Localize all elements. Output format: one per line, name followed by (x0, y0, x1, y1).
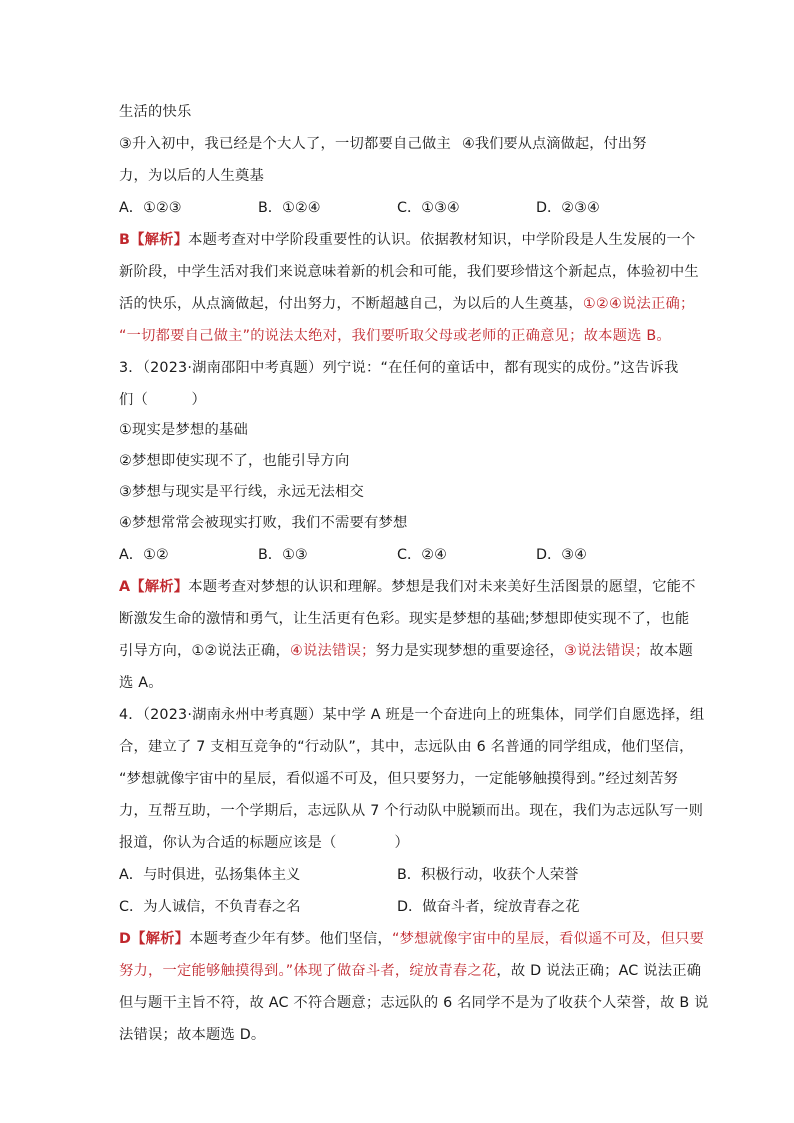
analysis-highlight: ③说法错误； (564, 643, 650, 659)
q4-stem: 4．（2023·湖南永州中考真题）某中学 A 班是一个奋进向上的班集体，同学们自愿选择，组 (119, 707, 705, 723)
q3-option-d: D．③④ (536, 547, 587, 563)
analysis-text: 活的快乐，从点滴做起，付出努力，不断超越自己，为以后的人生奠基， (119, 296, 583, 312)
q3-analysis-line: 选 A。 (119, 675, 163, 691)
q2-option-d: D．②③④ (536, 200, 600, 216)
q3-statement-3: ③梦想与现实是平行线，永远无法相交 (119, 484, 364, 500)
analysis-highlight: ④说法错误； (290, 643, 376, 659)
q3-analysis-line: 断激发生命的激情和勇气，让生活更有色彩。现实是梦想的基础;梦想即使实现不了，也能 (119, 611, 690, 627)
q4-option-d: D．做奋斗者，绽放青春之花 (397, 899, 580, 915)
q3-option-c: C．②④ (397, 547, 447, 563)
q4-stem-cont: 力，互帮互助，一个学期后，志远队从 7 个行动队中脱颖而出。现在，我们为志远队写一则 (119, 803, 704, 819)
analysis-text: 引导方向，①②说法正确， (119, 643, 291, 659)
q3-option-a: A．①② (119, 547, 169, 563)
q4-stem-cont: 报道，你认为合适的标题应该是（ ） (119, 835, 409, 851)
q3-statement-4: ④梦想常常会被现实打败，我们不需要有梦想 (119, 515, 408, 531)
q2-statement-3: ③升入初中，我已经是个大人了，一切都要自己做主 (119, 136, 451, 152)
analysis-highlight: ①②④说法正确； (582, 296, 695, 312)
q3-statement-1: ①现实是梦想的基础 (119, 422, 248, 438)
q3-statement-2: ②梦想即使实现不了，也能引导方向 (119, 453, 350, 469)
analysis-tag: 【解析】 (131, 931, 190, 947)
q2-answer: B (119, 232, 131, 248)
analysis-text: 本题考查少年有梦。他们坚信， (189, 931, 393, 947)
q3-stem-cont: 们（ ） (119, 392, 206, 408)
q4-analysis (119, 929, 704, 949)
q2-line: 生活的快乐 (119, 104, 192, 120)
analysis-highlight: “梦想就像宇宙中的星辰，看似遥不可及，但只要 (392, 931, 705, 947)
analysis-text: ，故 D 说法正确；AC 说法正确 (496, 963, 702, 979)
q3-option-b: B．①③ (258, 547, 308, 563)
q2-option-b: B．①②④ (258, 200, 321, 216)
analysis-highlight: 努力，一定能够触摸得到。” (119, 963, 294, 979)
q4-answer: D (119, 931, 132, 947)
analysis-text: 故本题 (649, 643, 694, 659)
q4-stem-cont: “梦想就像宇宙中的星辰，看似遥不可及，但只要努力，一定能够触摸得到。”经过刻苦努 (119, 771, 678, 787)
q4-analysis-line: 法错误；故本题选 D。 (119, 1027, 266, 1043)
q2-option-c: C．①③④ (397, 200, 460, 216)
q2-analysis (119, 230, 696, 250)
analysis-text: 努力是实现梦想的重要途径， (375, 643, 564, 659)
analysis-text: 本题考查对梦想的认识和理解。梦想是我们对未来美好生活图景的愿望，它能不 (188, 579, 696, 595)
q3-stem: 3．（2023·湖南邵阳中考真题）列宁说：“在任何的童话中，都有现实的成份。”这告诉我 (119, 360, 679, 376)
q3-analysis (119, 577, 696, 597)
q4-option-c: C．为人诚信，不负青春之名 (119, 899, 301, 915)
q3-analysis-line (119, 641, 693, 661)
q4-option-a: A．与时俱进，弘扬集体主义 (119, 867, 301, 883)
analysis-highlight: 体现了做奋斗者，绽放青春之花 (293, 963, 497, 979)
analysis-tag: 【解析】 (130, 579, 189, 595)
q4-option-b: B．积极行动，收获个人荣誉 (397, 867, 579, 883)
q4-analysis-line: 但与题干主旨不符，故 AC 不符合题意；志远队的 6 名同学不是为了收获个人荣誉，故 B 说 (119, 995, 709, 1011)
q4-analysis-line (119, 961, 701, 981)
q2-option-a: A．①②③ (119, 200, 182, 216)
q2-statement-4-cont: 力，为以后的人生奠基 (119, 168, 264, 184)
q2-analysis-line: “一切都要自己做主”的说法太绝对，我们要听取父母或老师的正确意见；故本题选 B。 (119, 328, 671, 344)
q2-statement-4: ④我们要从点滴做起，付出努 (462, 136, 647, 152)
q4-stem-cont: 合，建立了 7 支相互竞争的“行动队”，其中，志远队由 6 名普通的同学组成，他们坚信， (119, 739, 694, 755)
q2-analysis-line (119, 294, 694, 314)
q3-answer: A (119, 579, 131, 595)
analysis-text: 本题考查对中学阶段重要性的认识。依据教材知识，中学阶段是人生发展的一个 (188, 232, 696, 248)
q2-analysis-line: 新阶段，中学生活对我们来说意味着新的机会和可能，我们要珍惜这个新起点，体验初中生 (119, 264, 699, 280)
analysis-tag: 【解析】 (130, 232, 189, 248)
